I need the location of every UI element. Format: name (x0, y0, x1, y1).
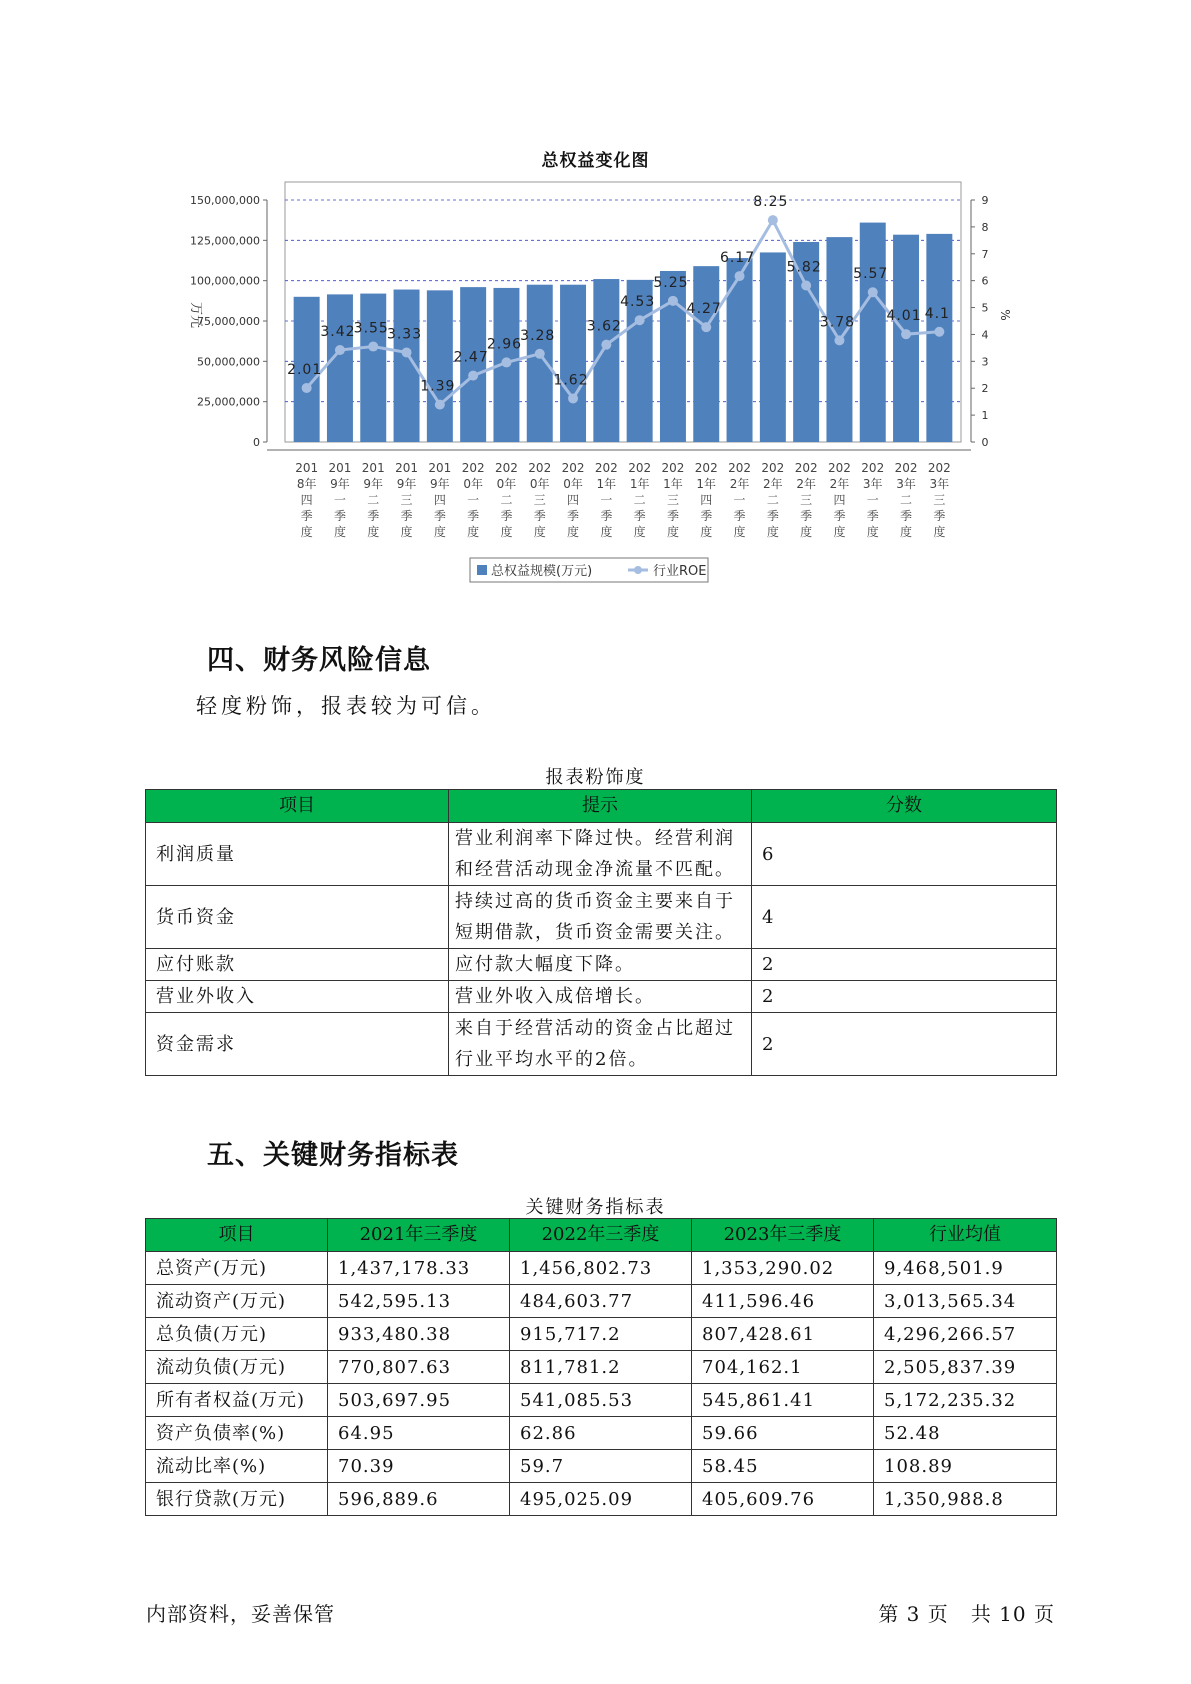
y2-tick-label: 0 (981, 436, 989, 449)
table-cell: 流动资产(万元) (146, 1285, 328, 1318)
metric-row (146, 1252, 1057, 1285)
x-tick-label: 202 2年一季度 (728, 461, 752, 539)
y2-tick-label: 2 (981, 382, 989, 396)
roe-data-label: 4.27 (686, 301, 722, 318)
metric-row (146, 1450, 1057, 1483)
roe-point (535, 349, 545, 359)
y2-tick-label: 4 (981, 328, 989, 342)
roe-point (568, 393, 578, 403)
roe-point (834, 335, 844, 345)
bar (360, 294, 386, 442)
roe-data-label: 3.28 (520, 327, 556, 344)
table-cell: 59.7 (510, 1450, 692, 1483)
footer-note: 内部资料，妥善保管 (146, 1602, 335, 1626)
y-tick-label: 150,000,000 (190, 194, 260, 207)
roe-data-label: 5.82 (786, 259, 822, 276)
key-table-caption: 关键财务指标表 (525, 1197, 666, 1218)
table-cell: 495,025.09 (510, 1483, 692, 1516)
roe-point (801, 281, 811, 291)
table-cell: 596,889.6 (328, 1483, 510, 1516)
table-cell: 933,480.38 (328, 1318, 510, 1351)
roe-point (302, 383, 312, 393)
table-cell: 58.45 (692, 1450, 874, 1483)
roe-point (868, 287, 878, 297)
table-cell: 利润质量 (146, 823, 449, 886)
table-cell: 所有者权益(万元) (146, 1384, 328, 1417)
bar (427, 290, 453, 442)
table-cell: 1,350,988.8 (874, 1483, 1057, 1516)
bar (693, 266, 719, 442)
y-tick-label: 0 (253, 436, 260, 449)
risk-row (146, 823, 1057, 886)
y2-tick-label: 9 (981, 194, 989, 207)
y2-tick-label: 3 (981, 355, 989, 369)
table-cell: 资产负债率(%) (146, 1417, 328, 1450)
bar (760, 252, 786, 442)
risk-table-header (146, 790, 1057, 823)
table-cell: 6 (752, 823, 1057, 886)
roe-point (635, 315, 645, 325)
roe-point (768, 215, 778, 225)
table-cell: 总资产(万元) (146, 1252, 328, 1285)
risk-table (145, 789, 1057, 1076)
x-tick-label: 202 2年二季度 (761, 461, 785, 539)
table-cell: 542,595.13 (328, 1285, 510, 1318)
y2-tick-label: 8 (981, 220, 989, 234)
x-tick-label: 202 0年四季度 (561, 461, 585, 539)
x-tick-label: 202 3年一季度 (861, 461, 885, 539)
roe-data-label: 2.01 (287, 361, 323, 378)
roe-data-label: 3.55 (353, 320, 389, 337)
x-tick-label: 202 1年三季度 (661, 461, 685, 539)
x-tick-label: 202 0年三季度 (528, 461, 552, 539)
roe-point (901, 329, 911, 339)
roe-point (934, 327, 944, 337)
legend-bar-label: 总权益规模(万元) (491, 564, 593, 579)
table-cell: 1,456,802.73 (510, 1252, 692, 1285)
roe-point (435, 400, 445, 410)
metric-row (146, 1285, 1057, 1318)
table-cell: 704,162.1 (692, 1351, 874, 1384)
bar (727, 258, 753, 442)
table-cell: 应付账款 (146, 949, 449, 981)
roe-data-label: 4.53 (620, 294, 656, 311)
x-tick-label: 202 2年三季度 (794, 461, 818, 539)
roe-point (501, 357, 511, 367)
roe-data-label: 4.01 (886, 308, 922, 325)
table-cell: 9,468,501.9 (874, 1252, 1057, 1285)
roe-data-label: 4.1 (924, 305, 950, 322)
table-cell: 545,861.41 (692, 1384, 874, 1417)
roe-data-label: 1.62 (553, 372, 589, 389)
table-cell: 770,807.63 (328, 1351, 510, 1384)
table-cell: 流动负债(万元) (146, 1351, 328, 1384)
x-tick-label: 201 9年二季度 (361, 461, 385, 539)
roe-data-label: 3.33 (386, 326, 423, 343)
header-cell: 项目 (146, 1219, 328, 1252)
table-cell: 52.48 (874, 1417, 1057, 1450)
table-cell: 405,609.76 (692, 1483, 874, 1516)
risk-summary: 轻度粉饰，报表较为可信。 (196, 694, 496, 718)
y-tick-label: 25,000,000 (197, 395, 260, 409)
roe-data-label: 1.39 (420, 378, 456, 395)
table-cell: 应付款大幅度下降。 (449, 949, 752, 981)
x-tick-label: 201 9年一季度 (328, 461, 352, 539)
table-cell: 银行贷款(万元) (146, 1483, 328, 1516)
roe-data-label: 2.47 (453, 349, 489, 366)
x-tick-label: 201 9年四季度 (428, 461, 452, 539)
x-tick-label: 202 0年一季度 (461, 461, 485, 539)
table-cell: 营业外收入成倍增长。 (449, 981, 752, 1013)
x-tick-label: 202 1年二季度 (628, 461, 652, 539)
chart-title: 总权益变化图 (541, 151, 650, 171)
bar (860, 223, 886, 442)
roe-point (368, 342, 378, 352)
x-tick-label: 202 1年四季度 (694, 461, 718, 539)
metric-row (146, 1351, 1057, 1384)
table-cell: 4 (752, 886, 1057, 949)
table-cell: 64.95 (328, 1417, 510, 1450)
roe-data-label: 2.96 (486, 336, 523, 353)
header-cell: 分数 (752, 790, 1057, 823)
table-cell: 811,781.2 (510, 1351, 692, 1384)
table-cell: 108.89 (874, 1450, 1057, 1483)
x-tick-label: 202 0年二季度 (494, 461, 518, 539)
table-cell: 货币资金 (146, 886, 449, 949)
y-tick-label: 75,000,000 (197, 315, 260, 328)
header-cell: 提示 (449, 790, 752, 823)
x-tick-label: 202 2年四季度 (827, 461, 851, 539)
table-cell: 411,596.46 (692, 1285, 874, 1318)
roe-point (468, 371, 478, 381)
table-cell: 3,013,565.34 (874, 1285, 1057, 1318)
section-4-heading: 四、财务风险信息 (207, 645, 431, 676)
equity-chart (150, 180, 1050, 600)
roe-data-label: 5.57 (853, 266, 889, 283)
x-tick-label: 202 3年三季度 (927, 461, 951, 539)
table-cell: 流动比率(%) (146, 1450, 328, 1483)
roe-point (735, 271, 745, 281)
bar (327, 294, 353, 442)
table-cell: 营业外收入 (146, 981, 449, 1013)
table-cell: 营业利润率下降过快。经营利润和经营活动现金净流量不匹配。 (449, 823, 752, 886)
risk-table-caption: 报表粉饰度 (545, 767, 646, 788)
table-cell: 59.66 (692, 1417, 874, 1450)
y2-axis-label: % (998, 309, 1012, 321)
table-cell: 资金需求 (146, 1013, 449, 1076)
header-cell: 项目 (146, 790, 449, 823)
table-cell: 持续过高的货币资金主要来自于短期借款，货币资金需要关注。 (449, 886, 752, 949)
table-cell: 5,172,235.32 (874, 1384, 1057, 1417)
y2-tick-label: 5 (981, 301, 989, 315)
y2-tick-label: 7 (981, 247, 989, 261)
header-cell: 2021年三季度 (328, 1219, 510, 1252)
table-cell: 总负债(万元) (146, 1318, 328, 1351)
y2-tick-label: 1 (981, 409, 989, 423)
metric-row (146, 1318, 1057, 1351)
table-cell: 541,085.53 (510, 1384, 692, 1417)
table-cell: 2,505,837.39 (874, 1351, 1057, 1384)
risk-row (146, 981, 1057, 1013)
roe-data-label: 3.78 (819, 314, 856, 331)
y2-tick-label: 6 (981, 274, 989, 288)
roe-point (402, 347, 412, 357)
roe-point (335, 345, 345, 355)
bar (560, 285, 586, 442)
table-cell: 807,428.61 (692, 1318, 874, 1351)
metric-row (146, 1483, 1057, 1516)
bar (926, 234, 952, 442)
roe-point (701, 322, 711, 332)
roe-data-label: 3.42 (320, 324, 356, 341)
table-cell: 915,717.2 (510, 1318, 692, 1351)
table-cell: 2 (752, 949, 1057, 981)
x-tick-label: 201 9年三季度 (395, 461, 419, 539)
metric-row (146, 1384, 1057, 1417)
table-cell: 1,437,178.33 (328, 1252, 510, 1285)
legend-bar-swatch (477, 565, 487, 575)
table-cell: 484,603.77 (510, 1285, 692, 1318)
roe-data-label: 8.25 (753, 194, 789, 211)
table-cell: 503,697.95 (328, 1384, 510, 1417)
risk-row (146, 886, 1057, 949)
roe-data-label: 3.62 (586, 318, 622, 335)
roe-point (668, 296, 678, 306)
table-cell: 2 (752, 981, 1057, 1013)
table-cell: 1,353,290.02 (692, 1252, 874, 1285)
legend-line-label: 行业ROE (653, 564, 707, 579)
header-cell: 2023年三季度 (692, 1219, 874, 1252)
roe-point (601, 340, 611, 350)
table-cell: 4,296,266.57 (874, 1318, 1057, 1351)
roe-data-label: 6.17 (719, 250, 756, 267)
x-tick-label: 202 3年二季度 (894, 461, 918, 539)
x-tick-label: 202 1年一季度 (594, 461, 618, 539)
y-tick-label: 50,000,000 (197, 355, 260, 369)
legend-line-marker (634, 566, 642, 574)
page-number: 第 3 页 共 10 页 (878, 1602, 1055, 1626)
risk-row (146, 1013, 1057, 1076)
table-cell: 2 (752, 1013, 1057, 1076)
table-cell: 70.39 (328, 1450, 510, 1483)
table-cell: 62.86 (510, 1417, 692, 1450)
y-tick-label: 125,000,000 (190, 234, 260, 248)
key-table-header (146, 1219, 1057, 1252)
header-cell: 行业均值 (874, 1219, 1057, 1252)
header-cell: 2022年三季度 (510, 1219, 692, 1252)
x-tick-label: 201 8年四季度 (295, 461, 319, 539)
y-axis-label: 万元 (188, 301, 203, 329)
key-metrics-table (145, 1218, 1057, 1516)
metric-row (146, 1417, 1057, 1450)
y-tick-label: 100,000,000 (190, 274, 260, 288)
table-cell: 来自于经营活动的资金占比超过行业平均水平的2倍。 (449, 1013, 752, 1076)
bar (527, 285, 553, 442)
roe-data-label: 5.25 (653, 274, 689, 291)
risk-row (146, 949, 1057, 981)
section-5-heading: 五、关键财务指标表 (207, 1140, 459, 1171)
